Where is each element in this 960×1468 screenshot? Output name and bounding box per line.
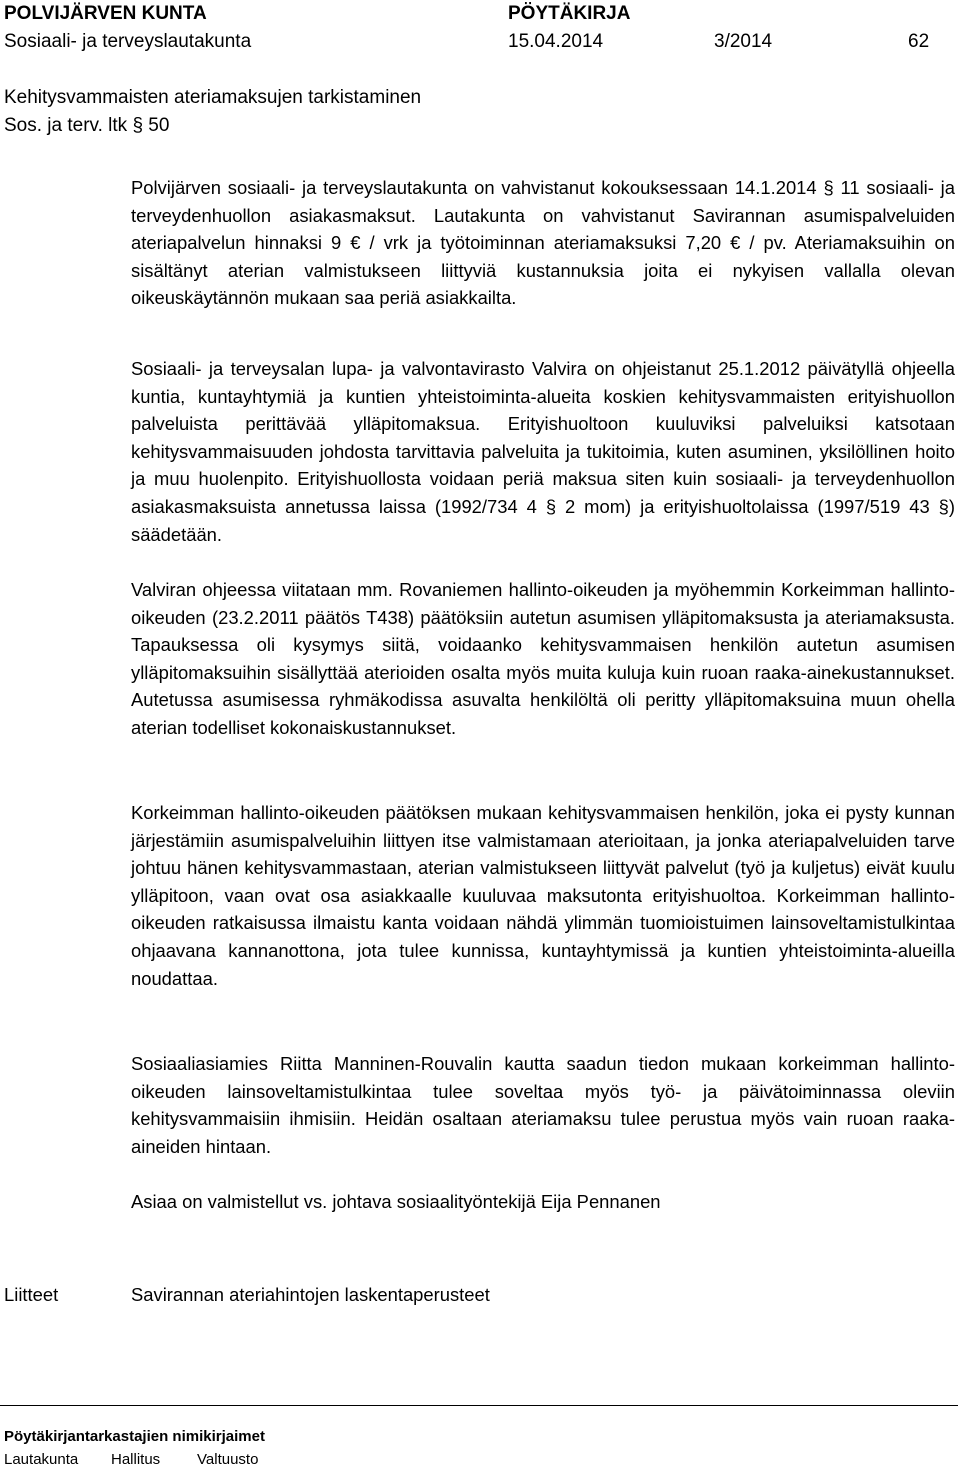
- paragraph-supreme-court-decision: Korkeimman hallinto-oikeuden päätöksen mukaan kehitysvammaisen henkilön, joka ei pysty kunnan järjestämiin asumispalveluihin liittyen itse valmistamaan aterioitaan, ja jonka ateriapalveluiden tarve johtuu hänen kehitysvammastaan, aterian valmistukseen liittyvät palvelut (työ ja kuljetus) eivät kuulu ylläpitoon, vaan ovat osa asiakkaalle kuuluvaa maksutonta erityishuoltoa. Korkeimman hallinto-oikeuden ratkaisussa ilmaistu kanta voidaan nähdä ylimmän tuomioistuimen lainsoveltamistulkintaa ohjaavana kannanottona, jota tulee kunnissa, kuntayhtymissä ja kuntien yhteistoiminta-alueilla noudattaa.: [131, 802, 955, 989]
- signatory-lautakunta: Lautakunta: [4, 1451, 79, 1468]
- document-type: PÖYTÄKIRJA: [508, 3, 631, 24]
- page-number: 62: [908, 31, 930, 52]
- organization-name: POLVIJÄRVEN KUNTA: [4, 3, 207, 24]
- section-title: Kehitysvammaisten ateriamaksujen tarkistaminen: [4, 87, 422, 108]
- signatory-hallitus: Hallitus: [111, 1451, 161, 1468]
- paragraph-ombudsman-info: Sosiaaliasiamies Riitta Manninen-Rouvalin kautta saadun tiedon mukaan korkeimman hallinto-oikeuden lainsoveltamistulkintaa tulee soveltaa myös työ- ja päivätoiminnassa oleviin kehitysvammaisiin ihmisiin. Heidän osaltaan ateriamaksu tulee perustua myös vain ruoan raaka-aineiden hintaan.: [131, 1053, 955, 1157]
- paragraph-court-references: Valviran ohjeessa viitataan mm. Rovaniemen hallinto-oikeuden ja myöhemmin Korkeimman hallinto-oikeuden (23.2.2011 päätös T438) päätöksiin autetun asumisen ylläpitomaksusta ja ateriamaksusta. Tapauksessa oli kysymys siitä, voidaanko kehitysvammaisen henkilön autetun asumisen ylläpitomaksuihin sisällyttää aterioiden osalta myös muita kuluja kuin ruoan raaka-ainekustannukset. Autetussa asumisessa ryhmäkodissa asuvalta henkilöltä oli peritty ylläpitomaksuina muun ohella aterian todelliset kokonaiskustannukset.: [131, 579, 955, 738]
- paragraph-valvira-guidance: Sosiaali- ja terveysalan lupa- ja valvontavirasto Valvira on ohjeistanut 25.1.2012 päivätyllä ohjeella kuntia, kuntayhtymiä ja kuntien yhteistoiminta-alueita koskien kehitysvammaisten erityishuollon palveluista perittävää ylläpitomaksua. Erityishuoltoon kuuluviksi palveluiksi katsotaan kehitysvammaisuuden johdosta tarvittavia palveluita ja tukitoimia, kuten asuminen, yksilöllinen hoito ja muu huolenpito. Erityishuollosta voidaan periä maksua siten kuin sosiaali- ja terveydenhuollon asiakasmaksuista annetussa laissa (1992/734 4 § 2 mom) ja erityishuoltolaissa (1997/519 43 §) säädetään.: [131, 358, 955, 545]
- attachments-label: Liitteet: [4, 1284, 59, 1305]
- paragraph-prepared-by: Asiaa on valmistellut vs. johtava sosiaalityöntekijä Eija Pennanen: [131, 1191, 661, 1212]
- footer-divider: [0, 1405, 958, 1406]
- footer-title: Pöytäkirjantarkastajien nimikirjaimet: [4, 1428, 265, 1445]
- committee-name: Sosiaali- ja terveyslautakunta: [4, 31, 252, 52]
- meeting-number: 3/2014: [714, 31, 773, 52]
- meeting-date: 15.04.2014: [508, 31, 604, 52]
- attachment-item: Savirannan ateriahintojen laskentaperusteet: [131, 1284, 490, 1305]
- signatory-valtuusto: Valtuusto: [197, 1451, 259, 1468]
- section-reference: Sos. ja terv. ltk § 50: [4, 115, 170, 136]
- paragraph-fee-decision: Polvijärven sosiaali- ja terveyslautakunta on vahvistanut kokouksessaan 14.1.2014 § 11 sosiaali- ja terveydenhuollon asiakasmaksut. Lautakunta on vahvistanut Savirannan asumispalveluiden ateriapalvelun hinnaksi 9 € / vrk ja työtoiminnan ateriamaksuksi 7,20 € / pv. Ateriamaksuihin on sisältänyt aterian valmistukseen liittyviä kustannuksia joita ei nykyisen vallalla olevan oikeuskäytännön mukaan saa periä asiakkailta.: [131, 177, 955, 309]
